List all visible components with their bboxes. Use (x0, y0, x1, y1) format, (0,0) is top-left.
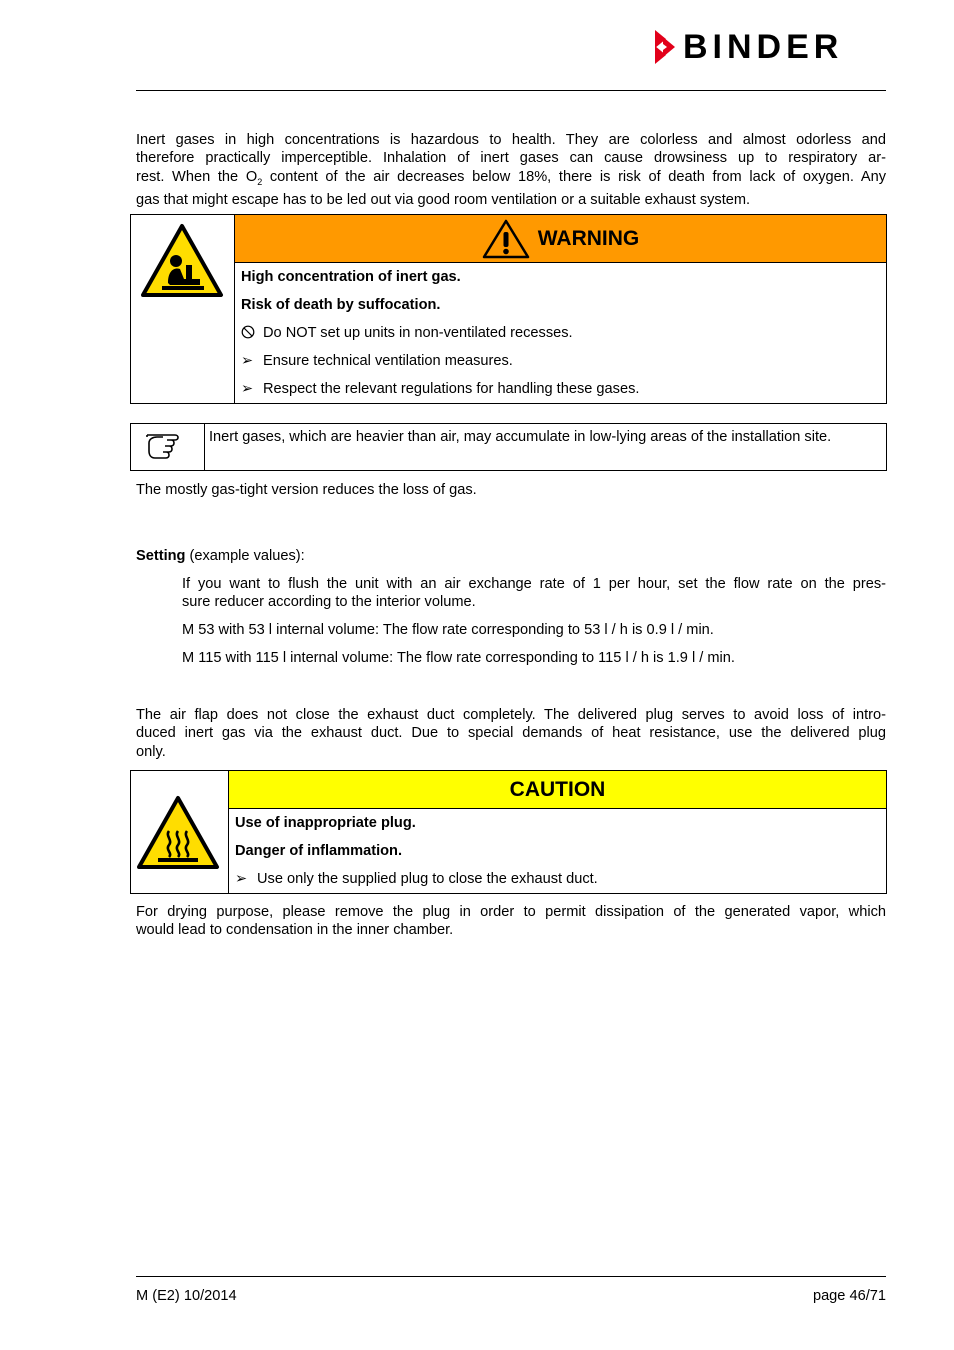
caution-item-text: Use only the supplied plug to close the exhaust duct. (257, 871, 598, 887)
setting-heading: Setting (example values): (136, 548, 305, 564)
brand-name: BINDER (683, 28, 844, 66)
intro-line: rest. When the $O_2$ content of the air decreases below 18%, there is risk of death from lack of oxygen. Any (136, 168, 886, 187)
caution-box (130, 770, 887, 894)
setting-paragraph-2: M 53 with 53 l internal volume: The flow rate corresponding to 53 l / h is 0.9 l / min. (182, 622, 714, 638)
warning-symbol-cell (131, 215, 235, 404)
footer-page-number: page 46/71 (812, 1288, 886, 1304)
arrow-bullet-icon: ➢ (235, 871, 248, 887)
caution-signal-word: CAUTION (509, 777, 606, 801)
warning-hazard: High concentration of inert gas. (241, 269, 461, 285)
caution-banner (229, 771, 886, 808)
warning-item-text: Do NOT set up units in non-ventilated recesses. (263, 325, 573, 341)
caution-hazard: Use of inappropriate plug. (235, 815, 416, 831)
warning-content-cell (235, 263, 887, 404)
logo-arrow-icon (655, 30, 681, 64)
warning-consequence: Risk of death by suffocation. (241, 297, 441, 313)
gas-tight-paragraph: The mostly gas-tight version reduces the loss of gas. (136, 482, 477, 498)
caution-symbol-cell (131, 771, 229, 894)
caution-item (229, 865, 886, 893)
warning-banner-cell (235, 215, 887, 263)
warning-signal-word: WARNING (537, 226, 640, 250)
pointing-hand-icon (145, 425, 191, 465)
warning-item-text: Respect the relevant regulations for handling these gases. (263, 381, 640, 397)
note-symbol-cell (131, 424, 205, 471)
drying-paragraph: For drying purpose, please remove the plug in order to permit dissipation of the generated vapor, which would lead to condensation in the inner chamber. (136, 904, 886, 939)
setting-paragraph-3: M 115 with 115 l internal volume: The flow rate corresponding to 115 l / h is 1.9 l / min. (182, 650, 735, 666)
note-text: Inert gases, which are heavier than air, may accumulate in low-lying areas of the installation site. (209, 429, 832, 445)
intro-line: Inert gases in high concentrations is hazardous to health. They are colorless and almost odorless and (136, 132, 886, 148)
binder-logo (655, 30, 887, 64)
header-rule (136, 90, 886, 91)
airflap-paragraph: The air flap does not close the exhaust duct completely. The delivered plug serves to avoid loss of intro- duced inert gas via the exhaust duct. Due to special demands of heat resistance, use the delivered plug only. (136, 707, 886, 760)
hot-surface-icon (136, 795, 220, 871)
note-box (130, 423, 887, 471)
warning-item (235, 375, 886, 403)
intro-paragraph (136, 131, 886, 209)
caution-banner-cell (229, 771, 887, 809)
caution-consequence: Danger of inflammation. (235, 843, 403, 859)
setting-paragraph-1: If you want to flush the unit with an air exchange rate of 1 per hour, set the flow rate on the pres- sure reducer according to the interior volume. (182, 576, 886, 611)
warning-item (235, 347, 886, 375)
prohibition-icon (241, 319, 263, 347)
intro-line: gas that might escape has to be led out via good room ventilation or a suitable exhaust system. (136, 191, 751, 208)
caution-content-cell (229, 809, 887, 894)
warning-item-text: Ensure technical ventilation measures. (263, 353, 513, 369)
footer-document-id: M (E2) 10/2014 (136, 1288, 237, 1304)
footer-rule (136, 1276, 886, 1277)
note-text-cell (205, 424, 887, 471)
exclamation-triangle-icon (482, 219, 530, 259)
suffocation-hazard-icon (140, 223, 224, 299)
warning-box (130, 214, 887, 404)
warning-banner (235, 215, 886, 262)
arrow-bullet-icon: ➢ (241, 381, 254, 397)
arrow-bullet-icon: ➢ (241, 353, 254, 369)
intro-line: therefore practically imperceptible. Inhalation of inert gases can cause drowsiness up to respiratory ar- (136, 150, 886, 167)
warning-item (235, 319, 886, 347)
